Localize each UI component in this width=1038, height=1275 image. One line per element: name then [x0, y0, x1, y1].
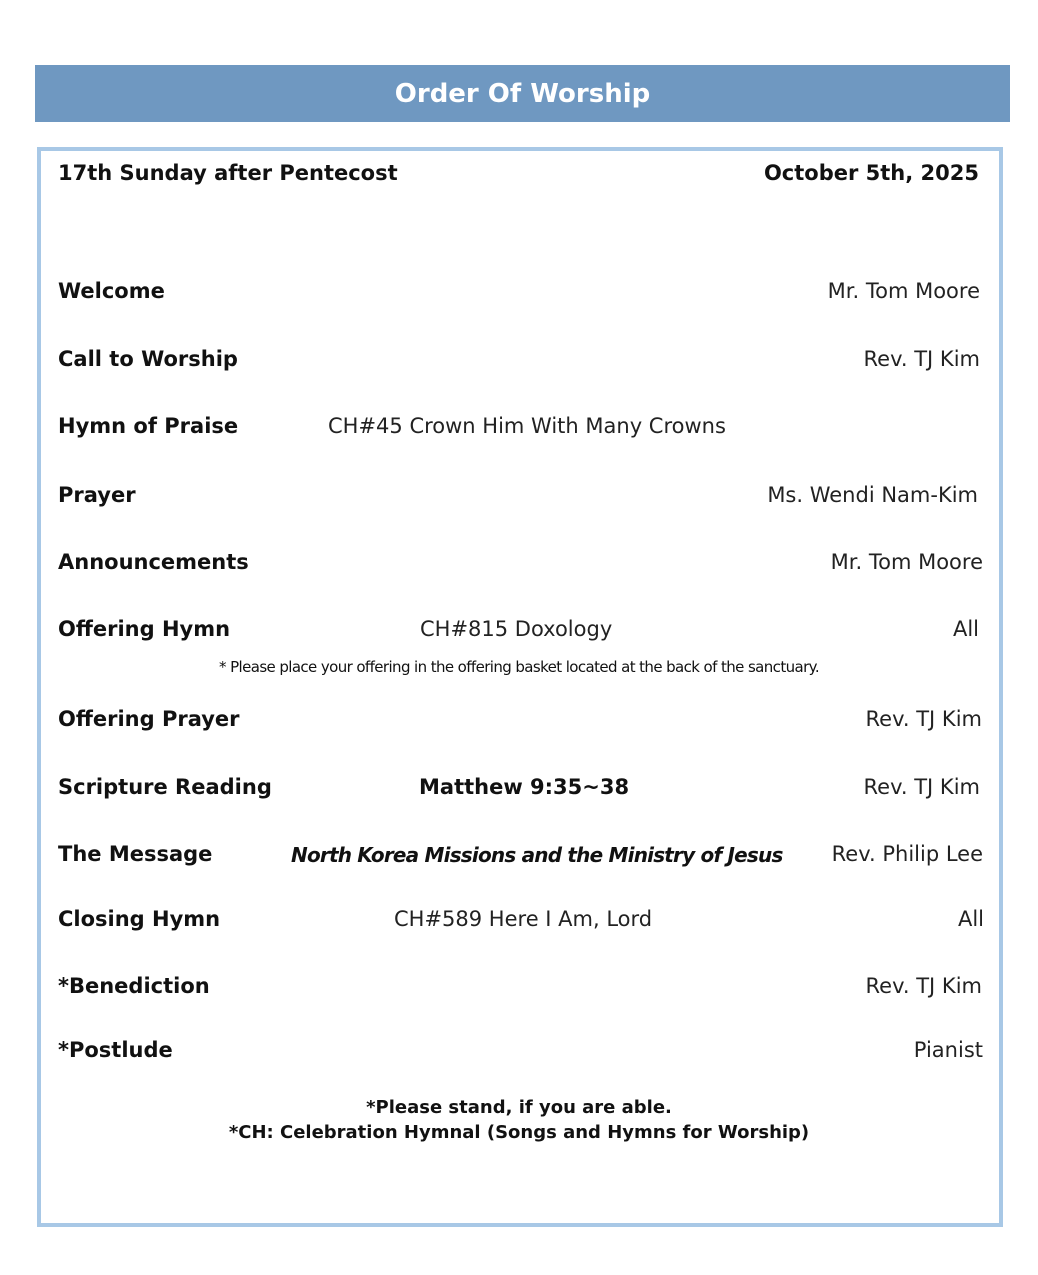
- occasion-label: 17th Sunday after Pentecost: [58, 161, 398, 185]
- postlude-label: *Postlude: [58, 1038, 173, 1062]
- closing-hymn-detail: CH#589 Here I Am, Lord: [394, 907, 653, 931]
- service-date: October 5th, 2025: [763, 161, 979, 185]
- benediction-leader: Rev. TJ Kim: [865, 974, 982, 998]
- announcements-label: Announcements: [58, 550, 249, 574]
- the-message-leader: Rev. Philip Lee: [831, 842, 983, 866]
- sermon-title: North Korea Missions and the Ministry of Jesus: [291, 843, 783, 867]
- welcome-label: Welcome: [58, 279, 165, 303]
- benediction-label: *Benediction: [58, 974, 210, 998]
- hymnal-note: *CH: Celebration Hymnal (Songs and Hymns for Worship): [228, 1122, 810, 1143]
- scripture-reference: Matthew 9:35~38: [419, 775, 630, 799]
- closing-hymn-label: Closing Hymn: [58, 907, 221, 931]
- prayer-leader: Ms. Wendi Nam-Kim: [767, 483, 978, 507]
- welcome-leader: Mr. Tom Moore: [827, 279, 980, 303]
- closing-hymn-leader: All: [957, 907, 984, 931]
- announcements-leader: Mr. Tom Moore: [830, 550, 983, 574]
- call-to-worship-label: Call to Worship: [58, 347, 238, 371]
- hymn-of-praise-label: Hymn of Praise: [58, 414, 239, 438]
- hymn-of-praise-detail: CH#45 Crown Him With Many Crowns: [328, 414, 726, 438]
- offering-hymn-detail: CH#815 Doxology: [420, 617, 613, 641]
- prayer-label: Prayer: [58, 483, 136, 507]
- offering-prayer-leader: Rev. TJ Kim: [865, 707, 982, 731]
- offering-hymn-leader: All: [952, 617, 979, 641]
- scripture-reading-leader: Rev. TJ Kim: [863, 775, 980, 799]
- postlude-leader: Pianist: [913, 1038, 983, 1062]
- scripture-reading-label: Scripture Reading: [58, 775, 272, 799]
- call-to-worship-leader: Rev. TJ Kim: [863, 347, 980, 371]
- order-of-worship-frame: [37, 147, 1003, 1227]
- offering-hymn-label: Offering Hymn: [58, 617, 231, 641]
- stand-note: *Please stand, if you are able.: [366, 1097, 672, 1118]
- page-title: Order Of Worship: [35, 65, 1010, 122]
- offering-note: * Please place your offering in the offering basket located at the back of the sanctuary.: [219, 658, 819, 676]
- offering-prayer-label: Offering Prayer: [58, 707, 240, 731]
- the-message-label: The Message: [58, 842, 213, 866]
